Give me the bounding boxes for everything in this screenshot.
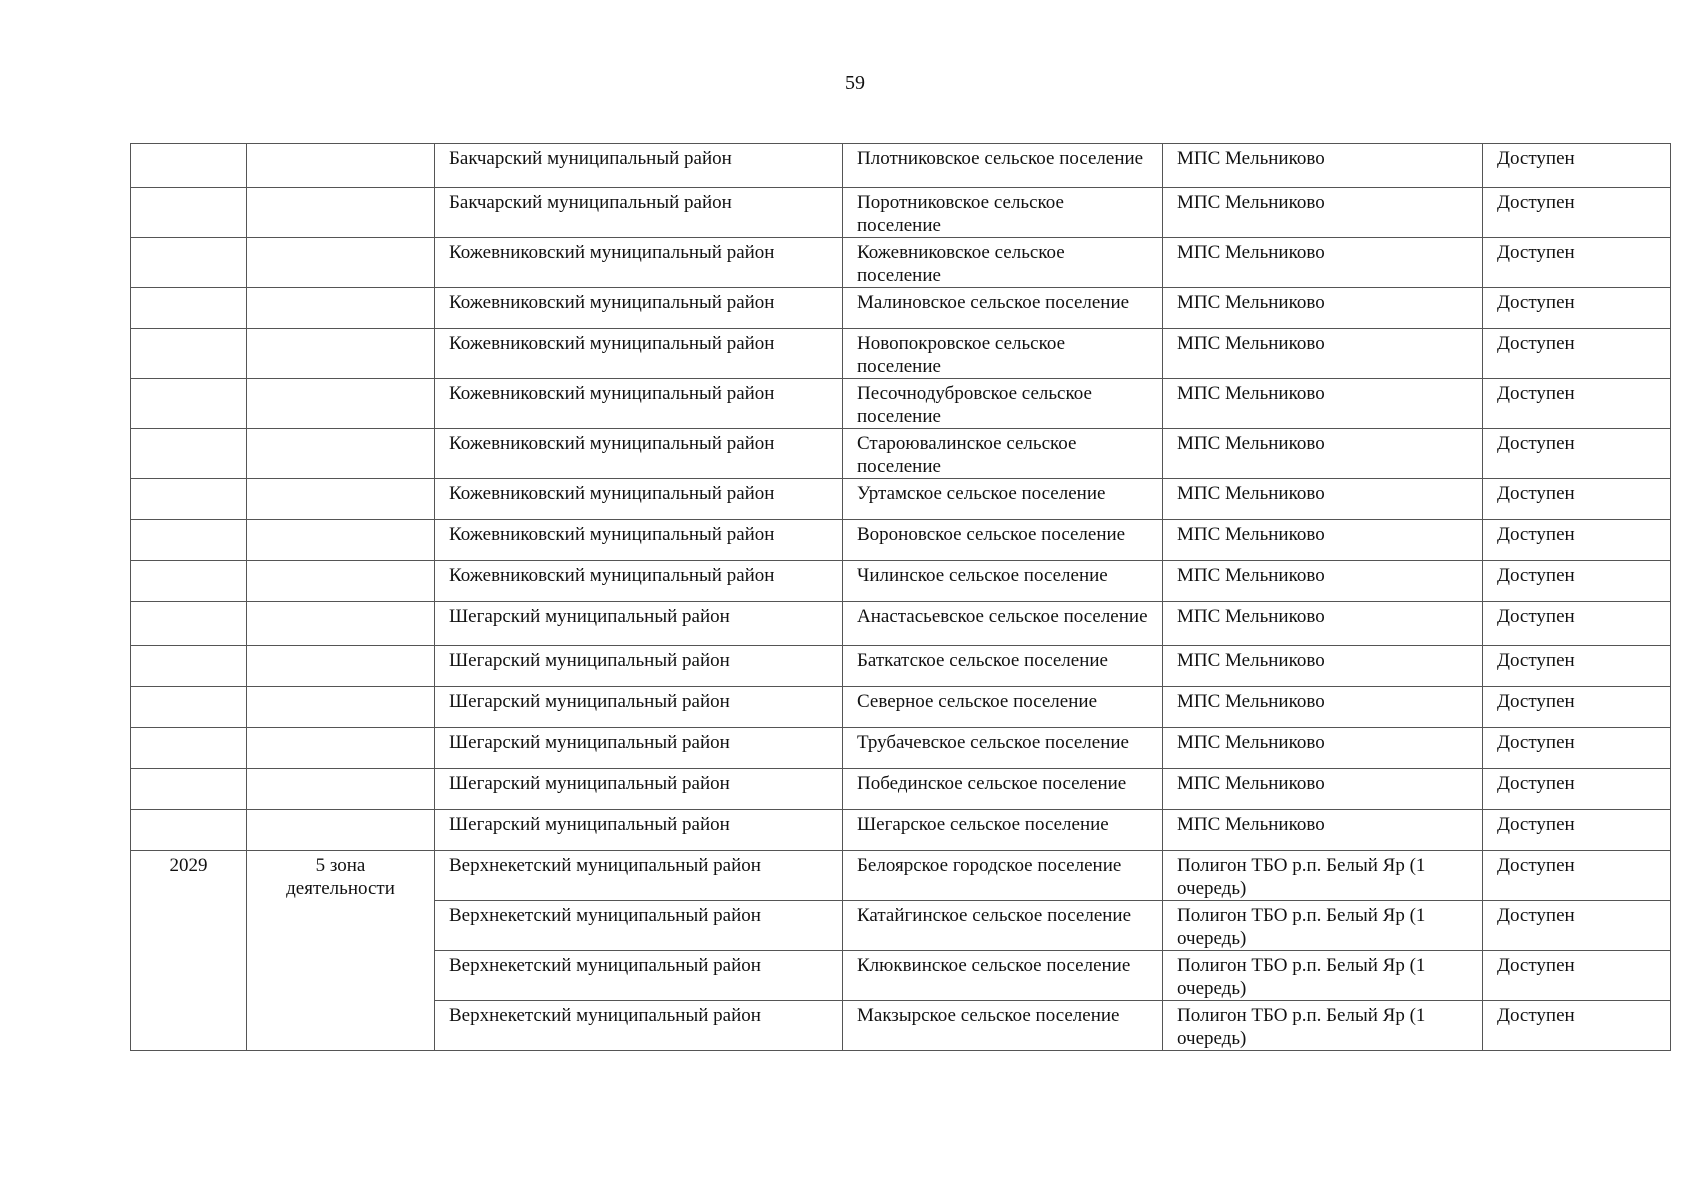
settlement-cell: Песочнодубровское сельское поселение	[843, 379, 1163, 429]
table-row	[131, 379, 1671, 429]
status-cell: Доступен	[1483, 769, 1671, 810]
table-row	[131, 479, 1671, 520]
settlement-cell: Кожевниковское сельское поселение	[843, 238, 1163, 288]
facility-cell: МПС Мельниково	[1163, 429, 1483, 479]
settlement-cell: Шегарское сельское поселение	[843, 810, 1163, 851]
settlement-cell: Малиновское сельское поселение	[843, 288, 1163, 329]
district-cell: Шегарский муниципальный район	[435, 810, 843, 851]
zone-cell	[247, 379, 435, 429]
facility-cell: МПС Мельниково	[1163, 602, 1483, 646]
zone-cell: 5 зона деятельности	[247, 851, 435, 1051]
table-row	[131, 288, 1671, 329]
zone-cell	[247, 561, 435, 602]
year-cell	[131, 188, 247, 238]
zone-cell	[247, 479, 435, 520]
district-cell: Верхнекетский муниципальный район	[435, 1001, 843, 1051]
status-cell: Доступен	[1483, 188, 1671, 238]
settlement-cell: Макзырское сельское поселение	[843, 1001, 1163, 1051]
status-cell: Доступен	[1483, 329, 1671, 379]
status-cell: Доступен	[1483, 728, 1671, 769]
territory-table	[130, 143, 1671, 1051]
facility-cell: МПС Мельниково	[1163, 520, 1483, 561]
year-cell	[131, 238, 247, 288]
zone-cell	[247, 810, 435, 851]
district-cell: Кожевниковский муниципальный район	[435, 479, 843, 520]
table-row	[131, 810, 1671, 851]
zone-cell	[247, 329, 435, 379]
district-cell: Бакчарский муниципальный район	[435, 188, 843, 238]
settlement-cell: Баткатское сельское поселение	[843, 646, 1163, 687]
status-cell: Доступен	[1483, 479, 1671, 520]
zone-cell	[247, 288, 435, 329]
year-cell	[131, 602, 247, 646]
settlement-cell: Поротниковское сельское поселение	[843, 188, 1163, 238]
district-cell: Кожевниковский муниципальный район	[435, 561, 843, 602]
year-cell	[131, 288, 247, 329]
district-cell: Верхнекетский муниципальный район	[435, 851, 843, 901]
district-cell: Бакчарский муниципальный район	[435, 144, 843, 188]
table-row	[131, 769, 1671, 810]
facility-cell: МПС Мельниково	[1163, 188, 1483, 238]
facility-cell: МПС Мельниково	[1163, 379, 1483, 429]
zone-cell	[247, 238, 435, 288]
zone-cell	[247, 646, 435, 687]
table-row	[131, 851, 1671, 901]
table-row	[131, 561, 1671, 602]
year-cell	[131, 561, 247, 602]
year-cell: 2029	[131, 851, 247, 1051]
district-cell: Верхнекетский муниципальный район	[435, 951, 843, 1001]
year-cell	[131, 329, 247, 379]
district-cell: Кожевниковский муниципальный район	[435, 429, 843, 479]
year-cell	[131, 429, 247, 479]
settlement-cell: Белоярское городское поселение	[843, 851, 1163, 901]
facility-cell: МПС Мельниково	[1163, 561, 1483, 602]
zone-cell	[247, 769, 435, 810]
status-cell: Доступен	[1483, 810, 1671, 851]
facility-cell: МПС Мельниково	[1163, 288, 1483, 329]
table-row	[131, 329, 1671, 379]
zone-cell	[247, 188, 435, 238]
status-cell: Доступен	[1483, 288, 1671, 329]
district-cell: Шегарский муниципальный район	[435, 602, 843, 646]
table-row	[131, 728, 1671, 769]
table-row	[131, 188, 1671, 238]
status-cell: Доступен	[1483, 520, 1671, 561]
status-cell: Доступен	[1483, 602, 1671, 646]
facility-cell: МПС Мельниково	[1163, 687, 1483, 728]
district-cell: Кожевниковский муниципальный район	[435, 329, 843, 379]
zone-cell	[247, 728, 435, 769]
facility-cell: МПС Мельниково	[1163, 144, 1483, 188]
district-cell: Кожевниковский муниципальный район	[435, 238, 843, 288]
status-cell: Доступен	[1483, 851, 1671, 901]
status-cell: Доступен	[1483, 429, 1671, 479]
zone-cell	[247, 520, 435, 561]
facility-cell: МПС Мельниково	[1163, 479, 1483, 520]
settlement-cell: Анастасьевское сельское поселение	[843, 602, 1163, 646]
settlement-cell: Вороновское сельское поселение	[843, 520, 1163, 561]
district-cell: Шегарский муниципальный район	[435, 728, 843, 769]
table-row	[131, 144, 1671, 188]
year-cell	[131, 379, 247, 429]
status-cell: Доступен	[1483, 646, 1671, 687]
settlement-cell: Староювалинское сельское поселение	[843, 429, 1163, 479]
table-row	[131, 429, 1671, 479]
year-cell	[131, 144, 247, 188]
table-row	[131, 602, 1671, 646]
status-cell: Доступен	[1483, 1001, 1671, 1051]
status-cell: Доступен	[1483, 238, 1671, 288]
district-cell: Шегарский муниципальный район	[435, 687, 843, 728]
settlement-cell: Плотниковское сельское поселение	[843, 144, 1163, 188]
status-cell: Доступен	[1483, 561, 1671, 602]
district-cell: Кожевниковский муниципальный район	[435, 520, 843, 561]
status-cell: Доступен	[1483, 144, 1671, 188]
district-cell: Шегарский муниципальный район	[435, 646, 843, 687]
year-cell	[131, 646, 247, 687]
settlement-cell: Уртамское сельское поселение	[843, 479, 1163, 520]
settlement-cell: Клюквинское сельское поселение	[843, 951, 1163, 1001]
status-cell: Доступен	[1483, 951, 1671, 1001]
facility-cell: МПС Мельниково	[1163, 238, 1483, 288]
table-row	[131, 646, 1671, 687]
status-cell: Доступен	[1483, 901, 1671, 951]
year-cell	[131, 687, 247, 728]
settlement-cell: Катайгинское сельское поселение	[843, 901, 1163, 951]
facility-cell: Полигон ТБО р.п. Белый Яр (1 очередь)	[1163, 901, 1483, 951]
facility-cell: Полигон ТБО р.п. Белый Яр (1 очередь)	[1163, 951, 1483, 1001]
settlement-cell: Побединское сельское поселение	[843, 769, 1163, 810]
zone-cell	[247, 429, 435, 479]
year-cell	[131, 728, 247, 769]
district-cell: Кожевниковский муниципальный район	[435, 379, 843, 429]
zone-cell	[247, 602, 435, 646]
status-cell: Доступен	[1483, 379, 1671, 429]
table-row	[131, 687, 1671, 728]
settlement-cell: Чилинское сельское поселение	[843, 561, 1163, 602]
year-cell	[131, 520, 247, 561]
settlement-cell: Новопокровское сельское поселение	[843, 329, 1163, 379]
facility-cell: МПС Мельниково	[1163, 810, 1483, 851]
table-row	[131, 520, 1671, 561]
page-number: 59	[845, 72, 865, 94]
settlement-cell: Северное сельское поселение	[843, 687, 1163, 728]
zone-cell	[247, 144, 435, 188]
table-row	[131, 238, 1671, 288]
district-cell: Шегарский муниципальный район	[435, 769, 843, 810]
facility-cell: Полигон ТБО р.п. Белый Яр (1 очередь)	[1163, 851, 1483, 901]
facility-cell: МПС Мельниково	[1163, 329, 1483, 379]
district-cell: Кожевниковский муниципальный район	[435, 288, 843, 329]
status-cell: Доступен	[1483, 687, 1671, 728]
facility-cell: Полигон ТБО р.п. Белый Яр (1 очередь)	[1163, 1001, 1483, 1051]
facility-cell: МПС Мельниково	[1163, 646, 1483, 687]
zone-cell	[247, 687, 435, 728]
year-cell	[131, 769, 247, 810]
facility-cell: МПС Мельниково	[1163, 769, 1483, 810]
facility-cell: МПС Мельниково	[1163, 728, 1483, 769]
settlement-cell: Трубачевское сельское поселение	[843, 728, 1163, 769]
year-cell	[131, 810, 247, 851]
year-cell	[131, 479, 247, 520]
district-cell: Верхнекетский муниципальный район	[435, 901, 843, 951]
